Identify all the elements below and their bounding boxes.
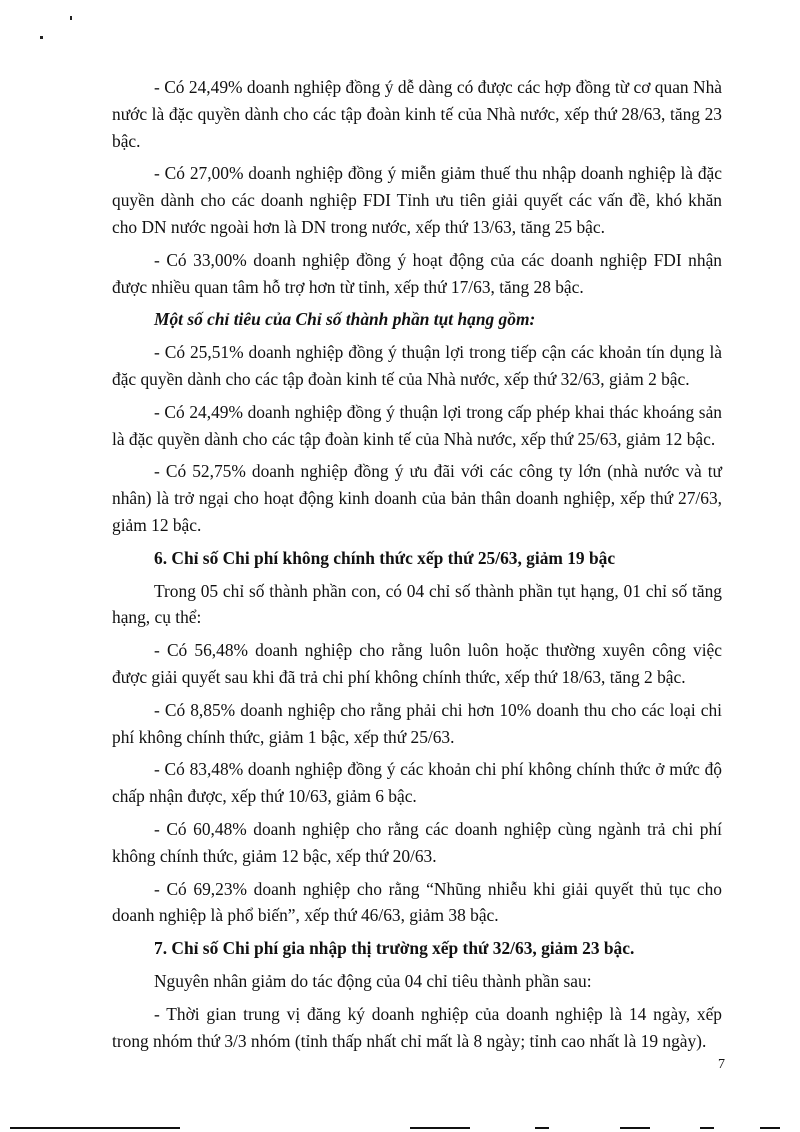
footer-rule xyxy=(620,1127,650,1129)
section-heading: 6. Chỉ số Chi phí không chính thức xếp thứ 25/63, giảm 19 bậc xyxy=(154,547,616,568)
footer-rule xyxy=(410,1127,470,1129)
scan-speck xyxy=(40,36,43,39)
paragraph: - Có 27,00% doanh nghiệp đồng ý miễn giảm thuế thu nhập doanh nghiệp là đặc quyền dành cho các doanh nghiệp FDI Tỉnh ưu tiên giải quyết các vấn đề, khó khăn cho DN nước ngoài hơn là DN trong nước, xếp thứ 13/63, tăng 25 bậc. xyxy=(112,163,722,237)
paragraph: - Có 8,85% doanh nghiệp cho rằng phải chi hơn 10% doanh thu cho các loại chi phí không chính thức, giảm 1 bậc, xếp thứ 25/63. xyxy=(112,699,722,747)
paragraph: - Có 52,75% doanh nghiệp đồng ý ưu đãi với các công ty lớn (nhà nước và tư nhân) là trở ngại cho hoạt động kinh doanh của bản thân doanh nghiệp, xếp thứ 27/63, giảm 12 bậc. xyxy=(112,461,722,535)
paragraph: - Có 25,51% doanh nghiệp đồng ý thuận lợi trong tiếp cận các khoản tín dụng là đặc quyền dành cho các tập đoàn kinh tế của Nhà nước, xếp thứ 32/63, giảm 2 bậc. xyxy=(112,342,722,389)
paragraph: - Có 24,49% doanh nghiệp đồng ý dễ dàng có được các hợp đồng từ cơ quan Nhà nước là đặc quyền dành cho các tập đoàn kinh tế của Nhà nước, xếp thứ 28/63, tăng 23 bậc. xyxy=(112,77,722,151)
paragraph: - Có 69,23% doanh nghiệp cho rằng “Nhũng nhiễu khi giải quyết thủ tục cho doanh nghiệp là phổ biến”, xếp thứ 46/63, giảm 38 bậc. xyxy=(112,878,722,926)
document-body xyxy=(112,74,722,1060)
section-heading: 7. Chỉ số Chi phí gia nhập thị trường xếp thứ 32/63, giảm 23 bậc. xyxy=(154,938,635,959)
footer-rule xyxy=(535,1127,549,1129)
paragraph: - Thời gian trung vị đăng ký doanh nghiệp của doanh nghiệp là 14 ngày, xếp trong nhóm thứ 3/3 nhóm (tỉnh thấp nhất chỉ mất là 8 ngày; tỉnh cao nhất là 19 ngày). xyxy=(112,1003,722,1051)
paragraph: - Có 33,00% doanh nghiệp đồng ý hoạt động của các doanh nghiệp FDI nhận được nhiều quan tâm hỗ trợ hơn từ tỉnh, xếp thứ 17/63, tăng 28 bậc. xyxy=(112,249,722,297)
footer-rule xyxy=(760,1127,780,1129)
paragraph: Trong 05 chỉ số thành phần con, có 04 chỉ số thành phần tụt hạng, 01 chỉ số tăng hạng, cụ thể: xyxy=(112,580,722,628)
paragraph: Nguyên nhân giảm do tác động của 04 chỉ tiêu thành phần sau: xyxy=(154,970,592,991)
paragraph: - Có 24,49% doanh nghiệp đồng ý thuận lợi trong cấp phép khai thác khoáng sản là đặc quyền dành cho các tập đoàn kinh tế của Nhà nước, xếp thứ 25/63, giảm 12 bậc. xyxy=(112,401,722,449)
subheading: Một số chỉ tiêu của Chỉ số thành phần tụt hạng gồm: xyxy=(154,309,536,330)
page-number: 7 xyxy=(718,1057,725,1072)
scan-speck xyxy=(70,16,72,20)
footer-rule xyxy=(700,1127,714,1129)
paragraph: - Có 60,48% doanh nghiệp cho rằng các doanh nghiệp cùng ngành trả chi phí không chính thức, giảm 12 bậc, xếp thứ 20/63. xyxy=(112,818,722,866)
footer-rule xyxy=(10,1127,180,1129)
paragraph: - Có 83,48% doanh nghiệp đồng ý các khoản chi phí không chính thức ở mức độ chấp nhận được, xếp thứ 10/63, giảm 6 bậc. xyxy=(112,759,722,807)
paragraph: - Có 56,48% doanh nghiệp cho rằng luôn luôn hoặc thường xuyên công việc được giải quyết sau khi đã trả chi phí không chính thức, xếp thứ 18/63, tăng 2 bậc. xyxy=(112,640,722,687)
